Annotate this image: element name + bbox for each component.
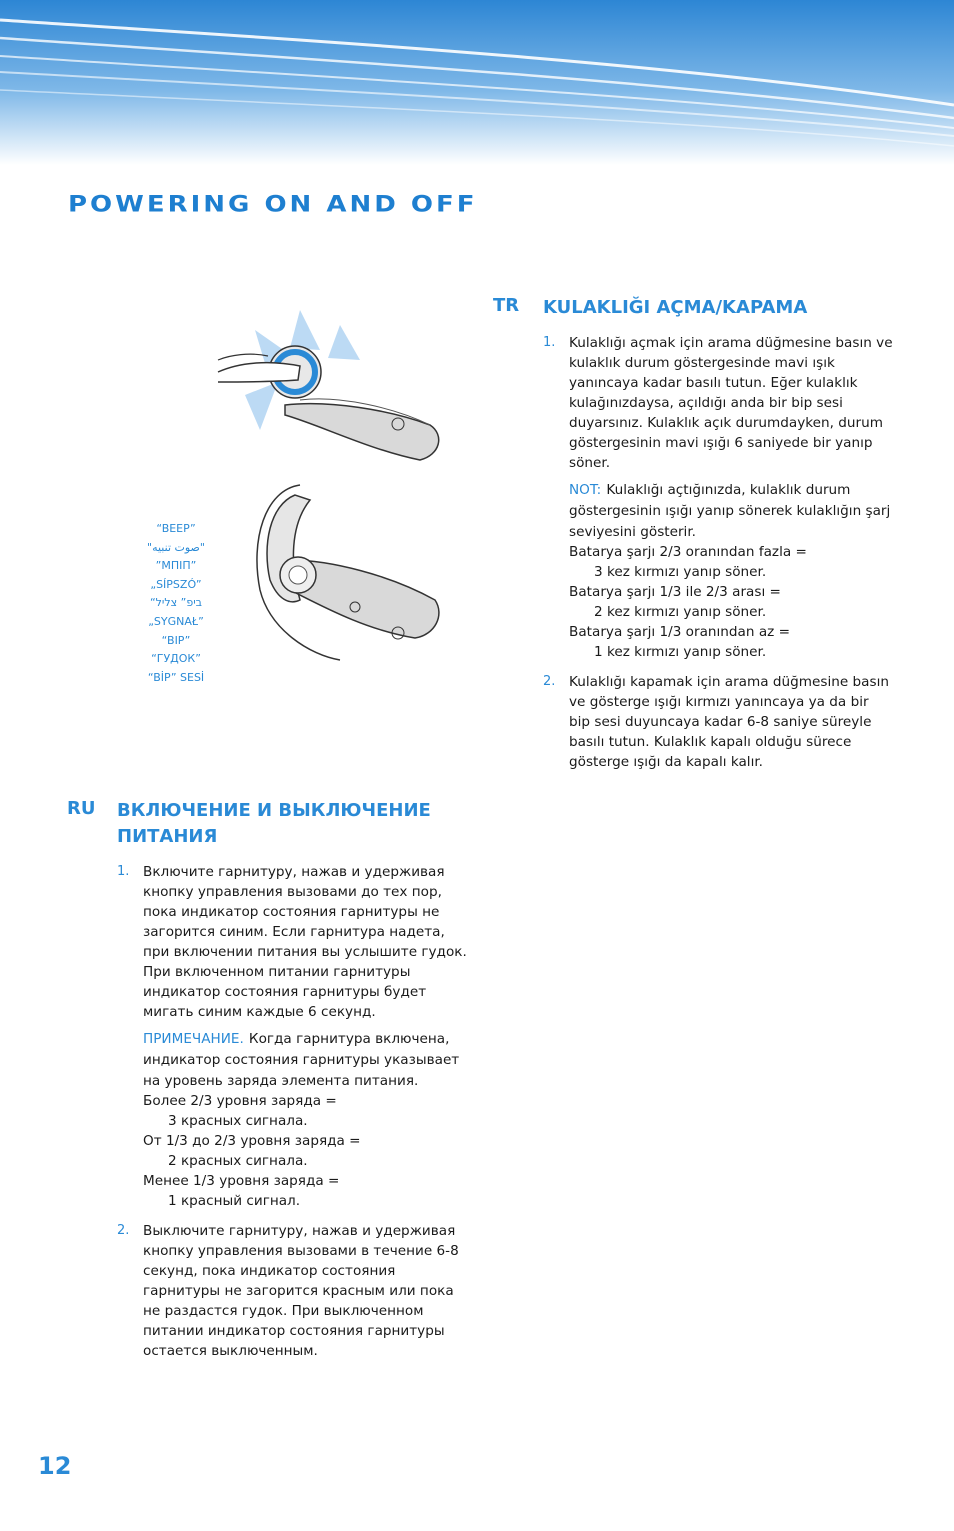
- beep-labels: [130, 520, 222, 687]
- step-text: Kulaklığı kapamak için arama düğmesine basın ve gösterge ışığı kırmızı yanıncaya ya da bir bip sesi duyuncaya kadar 6-8 saniye süreyle basılı tutun. Kulaklık kapalı olduğu sürece gösterge ışığı da kapalı kalır.: [569, 674, 889, 770]
- headset-side-image: [257, 485, 439, 660]
- battery-level-result: 3 kez kırmızı yanıp söner.: [594, 564, 767, 580]
- beep-label: "صوت تنبيه": [147, 540, 205, 554]
- beep-label: “ГУДОК”: [151, 652, 201, 666]
- step-text: Kulaklığı açmak için arama düğmesine basın ve kulaklık durum göstergesinde mavi ışık yanıncaya kadar basılı tutun. Eğer kulaklık kulağınızdaysa, açıldığı anda bir bip sesi duyarsınız. Kulaklık açık durumdayken, durum göstergesinin mavi ışığı 6 saniyede bir yanıp söner.: [569, 335, 893, 471]
- steps-list: [493, 333, 893, 772]
- beep-label: “ביפ” צליל: [149, 596, 203, 610]
- battery-level-label: Менее 1/3 уровня заряда =: [143, 1173, 340, 1189]
- language-code: TR: [493, 295, 520, 316]
- battery-level-result: 2 красных сигнала.: [168, 1153, 308, 1169]
- step-text: Выключите гарнитуру, нажав и удерживая кнопку управления вызовами в течение 6-8 секунд, пока индикатор состояния гарнитуры не загорится красным или пока не раздастся гудок. При выключенном питании индикатор состояния гарнитуры остается выключенным.: [143, 1223, 459, 1359]
- list-item: [543, 333, 893, 662]
- language-code: RU: [67, 798, 96, 819]
- beep-label: „SYGNAŁ”: [148, 614, 204, 628]
- page-number: 12: [38, 1452, 72, 1480]
- step-number: 1.: [117, 864, 130, 879]
- page-title: POWERING ON AND OFF: [68, 192, 478, 218]
- section-header: [67, 798, 467, 850]
- section-header: [493, 295, 893, 321]
- section-title: ВКЛЮЧЕНИЕ И ВЫКЛЮЧЕНИЕ ПИТАНИЯ: [117, 800, 431, 847]
- battery-level-label: От 1/3 до 2/3 уровня заряда =: [143, 1133, 361, 1149]
- step-number: 2.: [117, 1223, 130, 1238]
- beep-label: “BİP” SESİ: [147, 670, 205, 684]
- battery-level-label: Batarya şarjı 2/3 oranından fazla =: [569, 544, 807, 560]
- list-item: [117, 862, 467, 1211]
- section-ru: [67, 798, 467, 1371]
- battery-level-label: Более 2/3 уровня заряда =: [143, 1093, 337, 1109]
- battery-level-result: 3 красных сигнала.: [168, 1113, 308, 1129]
- note: [143, 1028, 467, 1211]
- battery-level-result: 1 красный сигнал.: [168, 1193, 301, 1209]
- beep-label: ”МПІП”: [155, 559, 197, 573]
- step-text: Включите гарнитуру, нажав и удерживая кнопку управления вызовами до тех пор, пока индикатор состояния гарнитуры не загорится синим. Если гарнитура надета, при включении питания вы услышите гудок. При включенном питании гарнитуры индикатор состояния гарнитуры будет мигать синим каждые 6 секунд.: [143, 864, 467, 1020]
- note-label: ПРИМЕЧАНИЕ.: [143, 1031, 244, 1047]
- section-tr: [493, 295, 893, 782]
- battery-level-result: 2 kez kırmızı yanıp söner.: [594, 604, 767, 620]
- battery-level-result: 1 kez kırmızı yanıp söner.: [594, 644, 767, 660]
- step-number: 1.: [543, 335, 556, 350]
- note: [569, 479, 893, 662]
- note-label: NOT:: [569, 482, 602, 498]
- battery-level-label: Batarya şarjı 1/3 ile 2/3 arası =: [569, 584, 781, 600]
- beep-label: “BEEP”: [156, 522, 196, 535]
- headset-power-on-image: [218, 310, 439, 460]
- note-text: Когда гарнитура включена, индикатор состояния гарнитуры указывает на уровень заряда элемента питания.: [143, 1031, 460, 1089]
- steps-list: [67, 862, 467, 1361]
- header-banner: [0, 0, 954, 165]
- list-item: [543, 672, 893, 772]
- section-title: KULAKLIĞI AÇMA/KAPAMA: [543, 297, 808, 318]
- list-item: [117, 1221, 467, 1361]
- note-text: Kulaklığı açtığınızda, kulaklık durum göstergesinin ışığı yanıp sönerek kulaklığın şarj seviyesini gösterir.: [569, 482, 891, 540]
- step-number: 2.: [543, 674, 556, 689]
- battery-level-label: Batarya şarjı 1/3 oranından az =: [569, 624, 790, 640]
- beep-label: „SÍPSZÓ”: [150, 577, 202, 591]
- beep-label: “BIP”: [161, 633, 191, 647]
